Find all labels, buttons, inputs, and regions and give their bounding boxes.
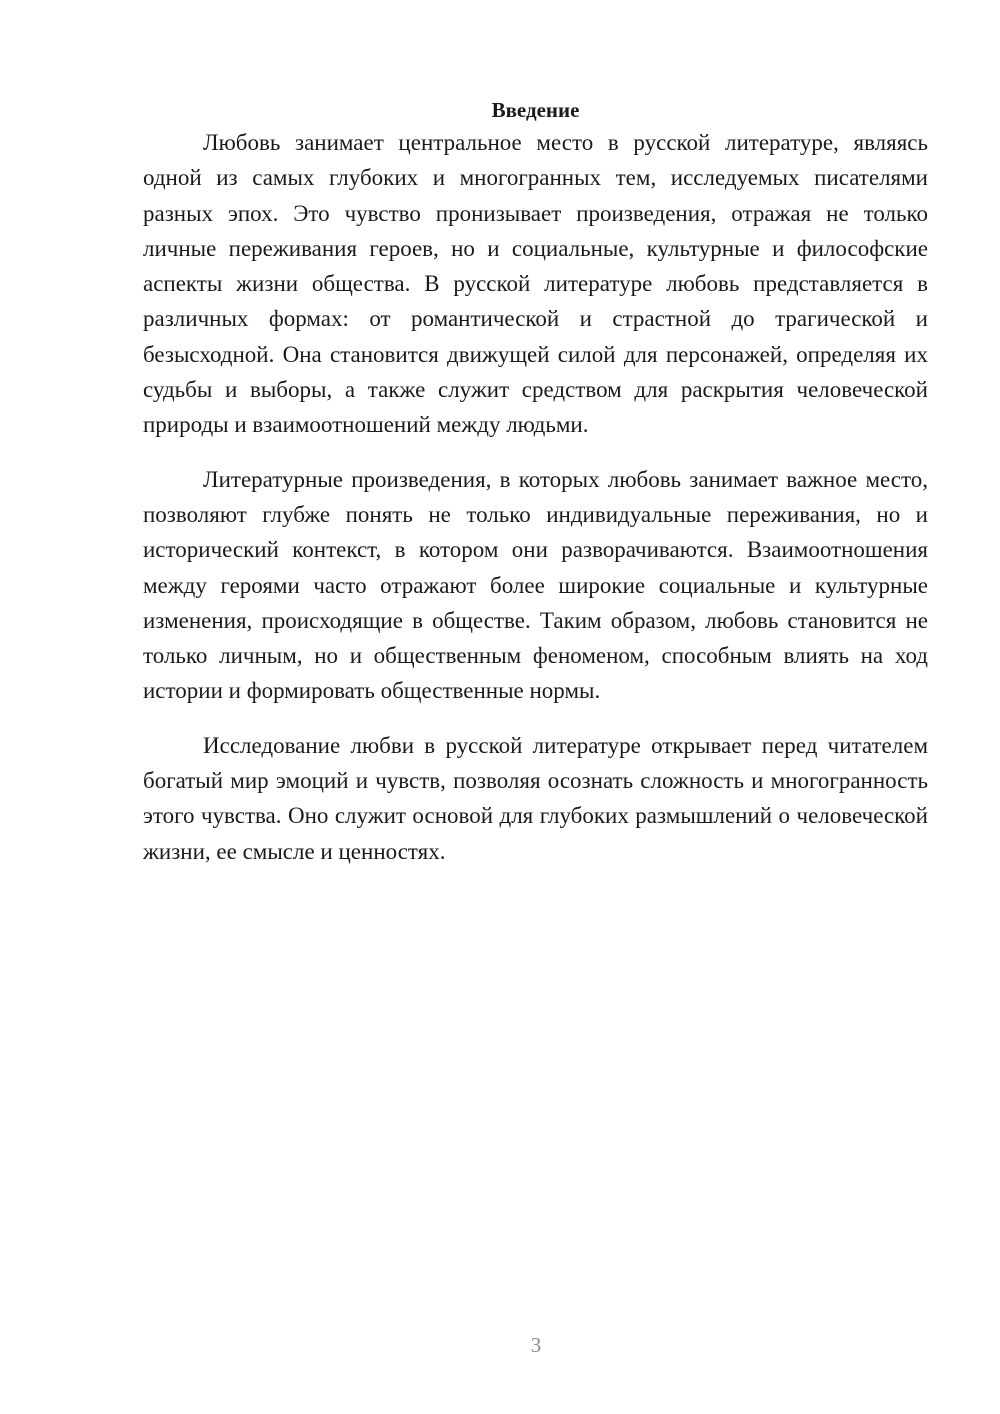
paragraph-3: Исследование любви в русской литературе открывает перед читателем богатый мир эмоций и чувств, позволяя осознать сложность и многогранность этого чувства. Оно служит основой для глубоких размышлений о человеческой жизни, ее смысле и ценностях. [143,732,928,864]
paragraph-2: Литературные произведения, в которых любовь занимает важное место, позволяют глубже понять не только индивидуальные переживания, но и исторический контекст, в котором они разворачиваются. Взаимоотношения между героями часто отражают более широкие социальные и культурные изменения, происходящие в обществе. Таким образом, любовь становится не только личным, но и общественным феноменом, способным влиять на ход истории и формировать общественные нормы. [143,466,928,704]
paragraph-1: Любовь занимает центральное место в русской литературе, являясь одной из самых глубоких и многогранных тем, исследуемых писателями разных эпох. Это чувство пронизывает произведения, отражая не только личные переживания героев, но и социальные, культурные и философские аспекты жизни общества. В русской литературе любовь представляется в различных формах: от романтической и страстной до трагической и безысходной. Она становится движущей силой для персонажей, определяя их судьбы и выборы, а также служит средством для раскрытия человеческой природы и взаимоотношений между людьми. [143,130,928,438]
section-heading: Введение [491,98,580,122]
page-number: 3 [530,1333,542,1357]
document-page [143,95,928,869]
